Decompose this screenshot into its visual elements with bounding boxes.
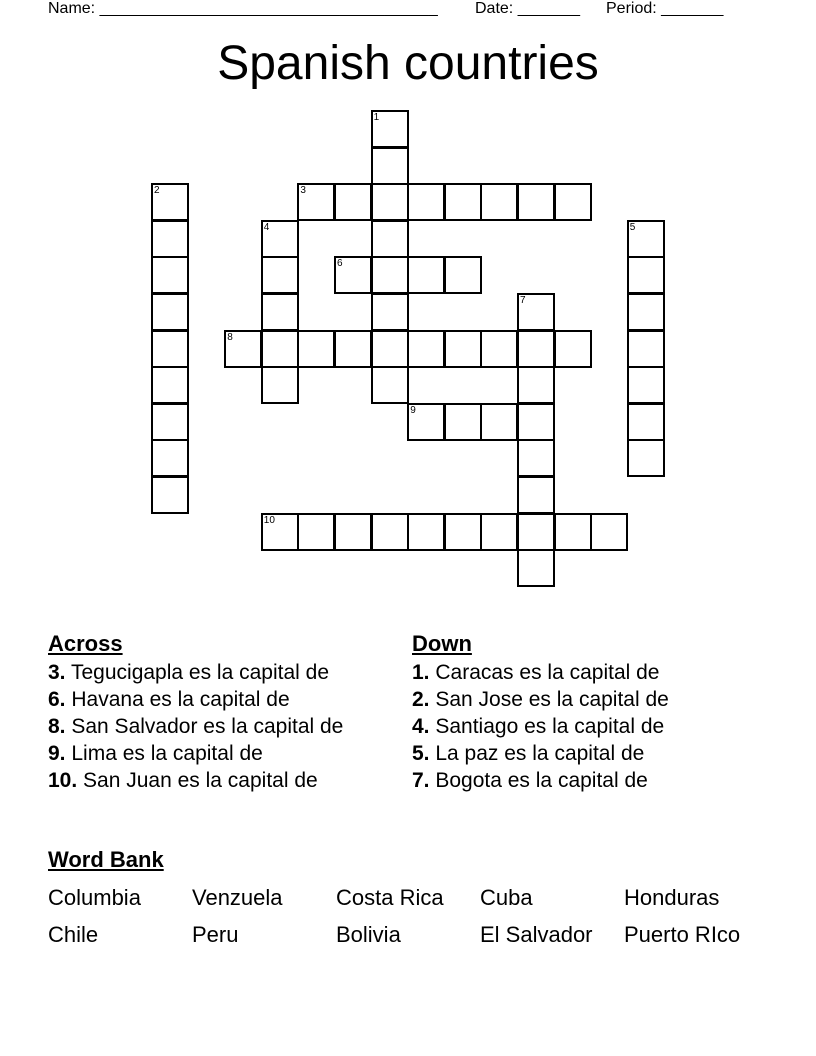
name-field-label: Name: ______________________________________ (48, 0, 438, 17)
grid-cell[interactable] (261, 513, 299, 551)
grid-cell[interactable] (261, 293, 299, 331)
grid-cell[interactable] (297, 183, 335, 221)
clue-number: 5. (412, 742, 430, 765)
down-heading: Down (412, 631, 472, 656)
clue-number: 7. (412, 769, 430, 792)
page-title: Spanish countries (217, 37, 599, 90)
word-bank-item: Bolivia (336, 922, 401, 947)
grid-cell[interactable] (407, 330, 445, 368)
grid-cell[interactable] (517, 476, 555, 514)
grid-cell[interactable] (371, 110, 409, 148)
grid-cell[interactable] (261, 366, 299, 404)
grid-cell[interactable] (627, 256, 665, 294)
across-clue (48, 688, 383, 711)
down-clue (412, 715, 747, 738)
grid-cell[interactable] (151, 293, 189, 331)
grid-cell[interactable] (371, 513, 409, 551)
grid-cell[interactable] (444, 403, 482, 441)
grid-cell[interactable] (334, 183, 372, 221)
grid-cell[interactable] (480, 403, 518, 441)
grid-cell[interactable] (627, 330, 665, 368)
word-bank-item: El Salvador (480, 922, 593, 947)
across-clues (48, 630, 383, 792)
grid-cell[interactable] (371, 147, 409, 185)
grid-cell[interactable] (480, 183, 518, 221)
clue-number: 9. (48, 742, 66, 765)
grid-cell[interactable] (554, 183, 592, 221)
word-bank-item: Cuba (480, 885, 533, 910)
clue-number: 3. (48, 661, 66, 684)
clue-number-label: 3 (300, 185, 306, 197)
grid-cell[interactable] (371, 183, 409, 221)
clue-number-label: 2 (154, 185, 160, 197)
period-field-label: Period: _______ (606, 0, 724, 17)
clue-text: San Salvador es la capital de (71, 715, 344, 738)
clue-number: 6. (48, 688, 66, 711)
clue-number: 1. (412, 661, 430, 684)
across-clue (48, 715, 383, 738)
grid-cell[interactable] (407, 403, 445, 441)
clue-text: Santiago es la capital de (435, 715, 665, 738)
grid-cell[interactable] (444, 256, 482, 294)
grid-cell[interactable] (371, 330, 409, 368)
across-clue (48, 661, 383, 684)
word-bank-item: Costa Rica (336, 885, 444, 910)
word-bank-item: Puerto RIco (624, 922, 741, 947)
grid-cell[interactable] (517, 439, 555, 477)
down-clue (412, 688, 747, 711)
grid-cell[interactable] (151, 366, 189, 404)
grid-cell[interactable] (407, 256, 445, 294)
grid-cell[interactable] (627, 439, 665, 477)
across-clue (48, 769, 383, 792)
grid-cell[interactable] (444, 183, 482, 221)
across-clue (48, 742, 383, 765)
grid-cell[interactable] (151, 220, 189, 258)
clue-number-label: 7 (520, 295, 526, 306)
clue-number-label: 8 (227, 331, 233, 343)
grid-cell[interactable] (371, 256, 409, 294)
grid-cell[interactable] (480, 330, 518, 368)
clue-text: Tegucigapla es la capital de (70, 661, 329, 684)
grid-cell[interactable] (371, 220, 409, 258)
word-bank-item: Peru (192, 922, 239, 947)
word-bank-item: Honduras (624, 885, 720, 910)
grid-cell[interactable] (261, 256, 299, 294)
grid-cell[interactable] (224, 330, 262, 368)
clue-text: Caracas es la capital de (435, 661, 660, 684)
clue-number-label: 1 (373, 112, 380, 123)
clue-text: Bogota es la capital de (435, 769, 648, 792)
grid-cell[interactable] (517, 549, 555, 587)
grid-cell[interactable] (371, 366, 409, 404)
grid-cell[interactable] (517, 403, 555, 441)
grid-cell[interactable] (151, 476, 189, 514)
grid-cell[interactable] (151, 439, 189, 477)
clue-text: Havana es la capital de (71, 688, 290, 711)
grid-cell[interactable] (151, 183, 189, 221)
down-clue (412, 769, 747, 792)
date-field-label: Date: _______ (475, 0, 580, 17)
grid-cell[interactable] (517, 366, 555, 404)
grid-cell[interactable] (480, 513, 518, 551)
clue-text: La paz es la capital de (435, 742, 645, 765)
clue-text: San Jose es la capital de (435, 688, 669, 711)
grid-cell[interactable] (151, 256, 189, 294)
grid-cell[interactable] (517, 183, 555, 221)
down-clue (412, 661, 747, 684)
grid-cell[interactable] (627, 366, 665, 404)
clue-number-label: 6 (337, 258, 343, 270)
grid-cell[interactable] (627, 220, 665, 258)
clue-text: San Juan es la capital de (83, 769, 318, 792)
word-bank-heading: Word Bank (48, 847, 164, 872)
clue-number: 2. (412, 688, 430, 711)
grid-cell[interactable] (590, 513, 628, 551)
grid-cell[interactable] (297, 330, 335, 368)
grid-cell[interactable] (554, 330, 592, 368)
word-bank-item: Venzuela (192, 885, 283, 910)
down-clues (412, 630, 747, 792)
clue-text: Lima es la capital de (71, 742, 263, 765)
clue-number: 10. (48, 769, 78, 792)
grid-cell[interactable] (554, 513, 592, 551)
grid-cell[interactable] (371, 293, 409, 331)
grid-cell[interactable] (627, 293, 665, 331)
word-bank-item: Columbia (48, 885, 141, 910)
grid-cell[interactable] (444, 513, 482, 551)
grid-cell[interactable] (407, 513, 445, 551)
grid-cell[interactable] (444, 330, 482, 368)
clue-number-label: 10 (263, 514, 275, 526)
grid-cell[interactable] (297, 513, 335, 551)
word-bank-item: Chile (48, 922, 99, 947)
grid-cell[interactable] (151, 330, 189, 368)
grid-cell[interactable] (334, 330, 372, 368)
down-clue (412, 742, 747, 765)
clue-number: 4. (412, 715, 430, 738)
clue-number-label: 5 (629, 221, 636, 233)
grid-cell[interactable] (517, 513, 555, 551)
word-bank (48, 884, 768, 948)
clue-number: 8. (48, 715, 66, 738)
grid-cell[interactable] (407, 183, 445, 221)
clue-number-label: 9 (410, 404, 416, 416)
grid-cell[interactable] (517, 330, 555, 368)
grid-cell[interactable] (151, 403, 189, 441)
clue-number-label: 4 (263, 221, 270, 233)
grid-cell[interactable] (627, 403, 665, 441)
grid-cell[interactable] (261, 220, 299, 258)
across-heading: Across (48, 631, 123, 656)
grid-cell[interactable] (334, 513, 372, 551)
grid-cell[interactable] (517, 293, 555, 331)
grid-cell[interactable] (334, 256, 372, 294)
grid-cell[interactable] (261, 330, 299, 368)
